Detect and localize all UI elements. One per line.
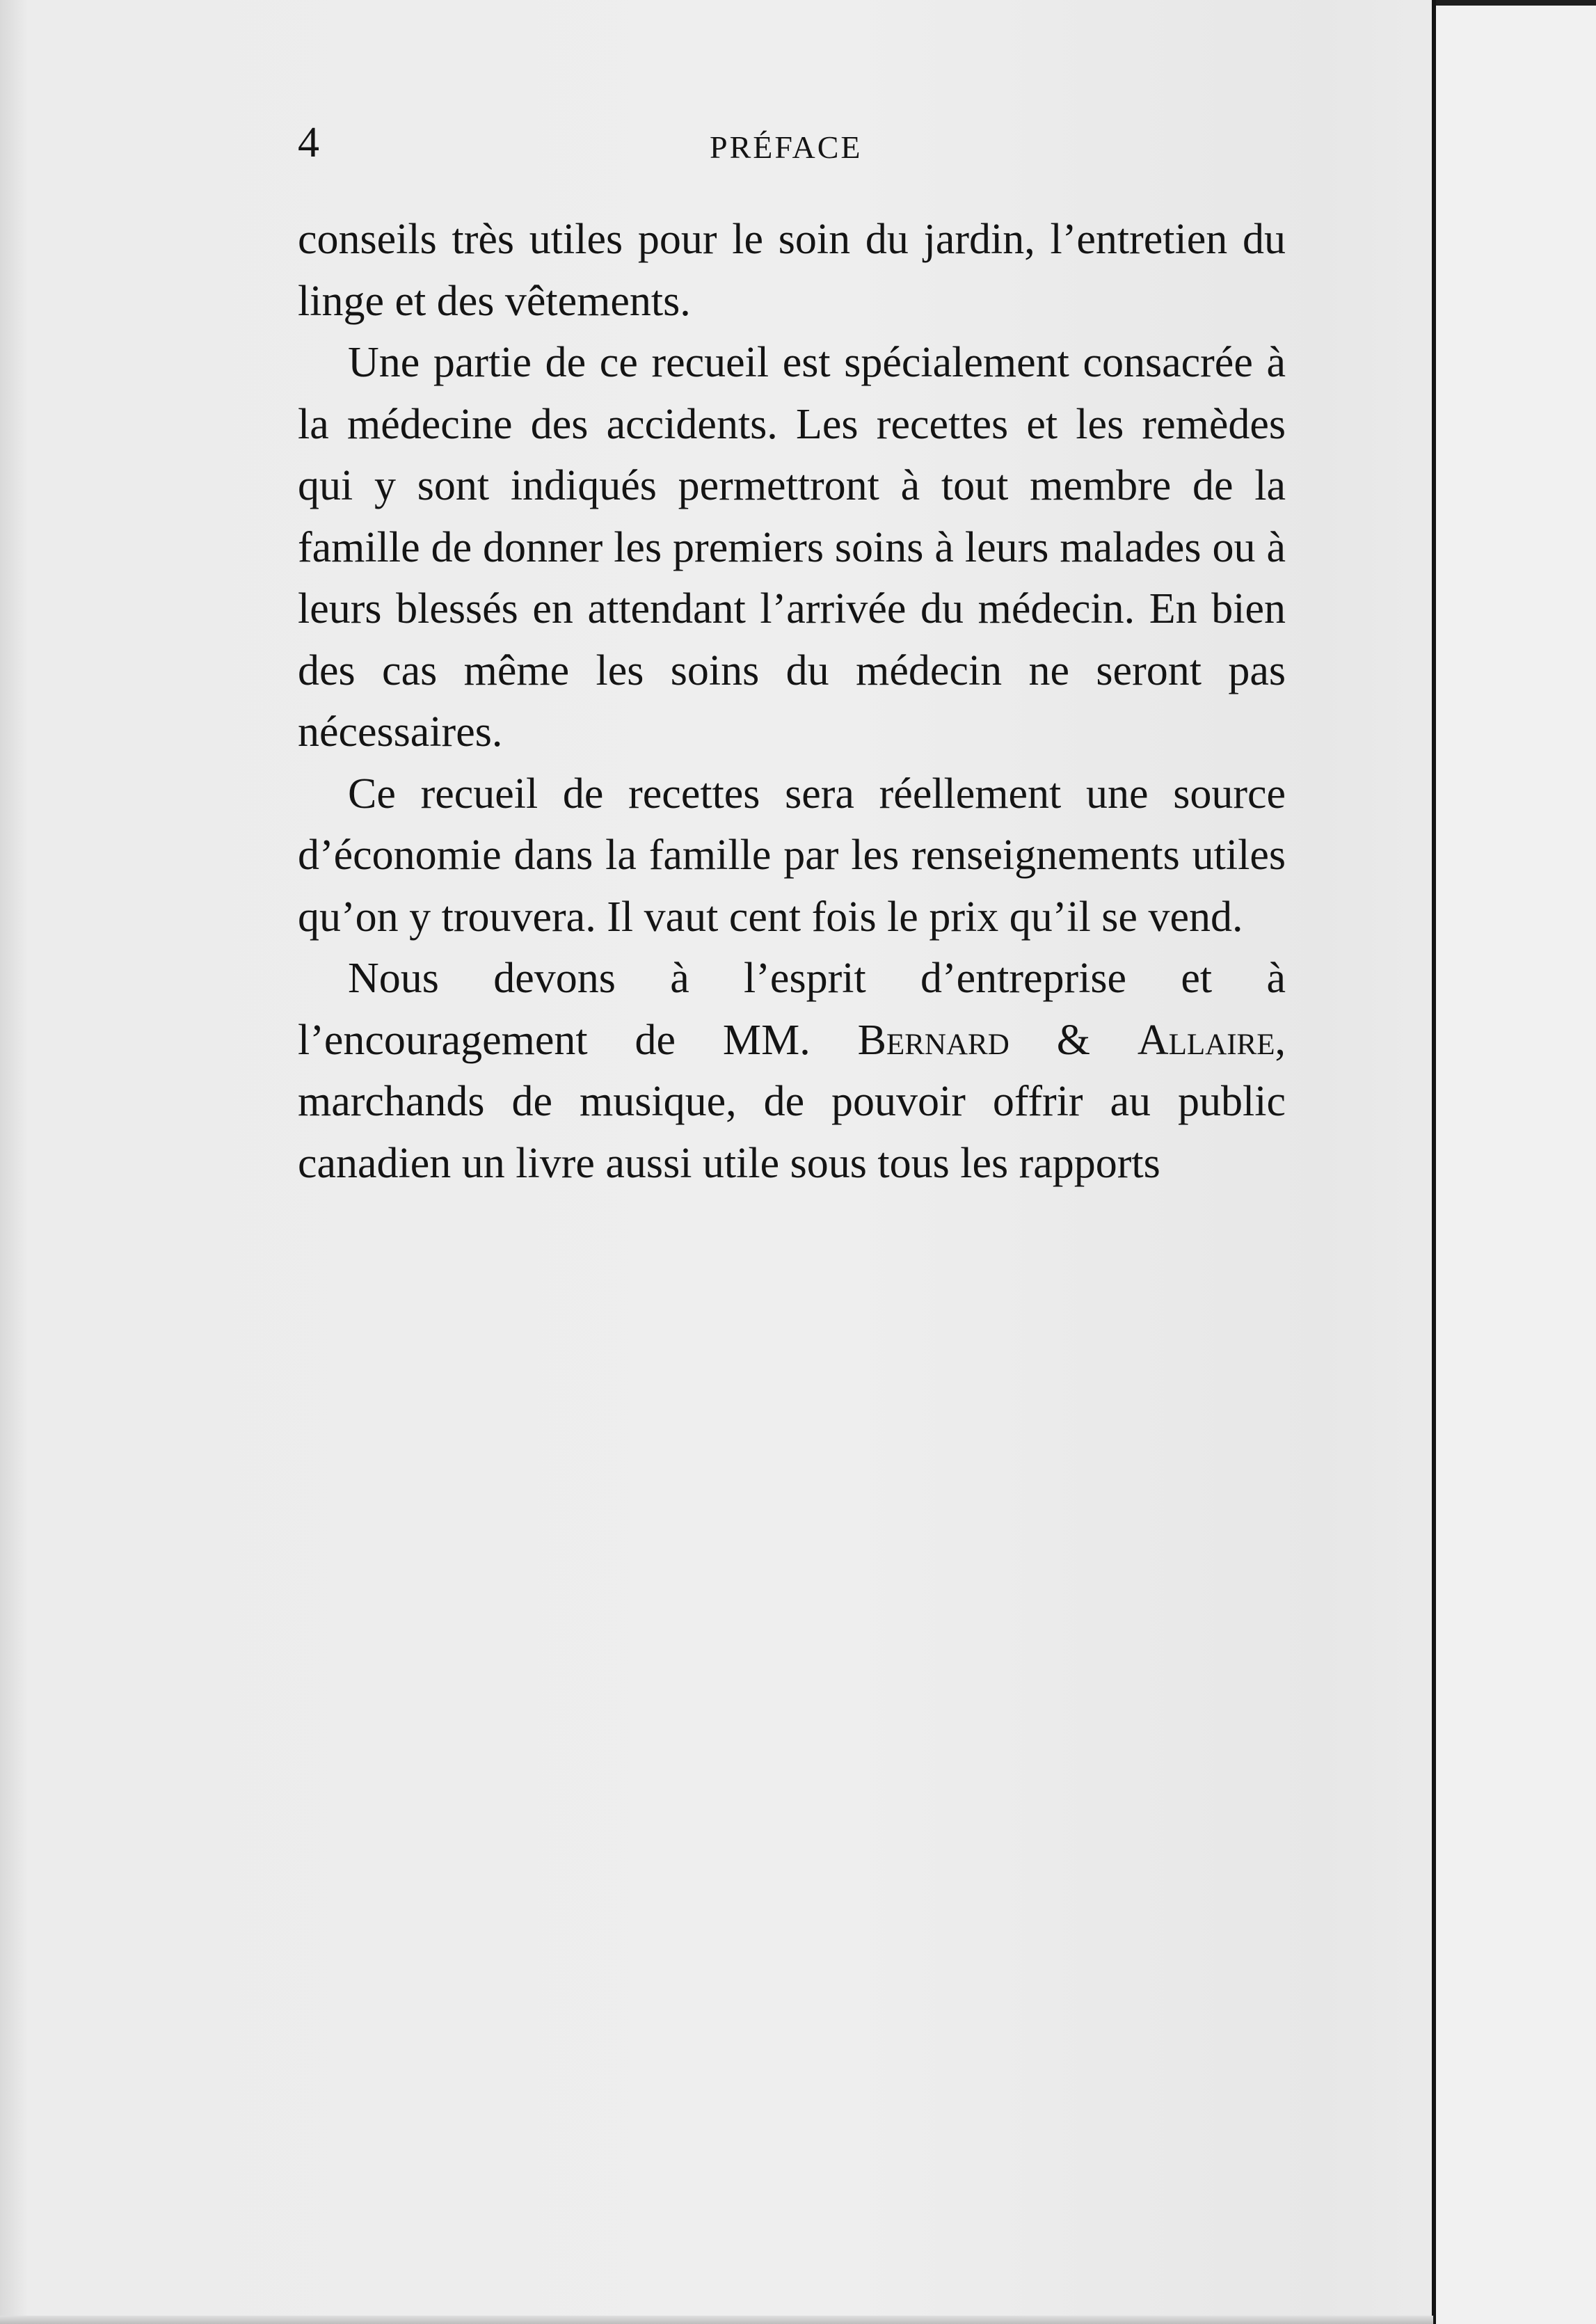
paragraph-1: conseils très utiles pour le soin du jardin, l’entretien du linge et des vêtements. — [298, 216, 1286, 325]
adjacent-page-margin — [1436, 0, 1596, 2324]
paragraph-3: Ce recueil de recettes sera réellement une source d’économie dans la famille par les renseignements utiles qu’on y trouvera. Il vaut cent fois le prix qu’il se vend. — [298, 770, 1286, 941]
body-text — [298, 209, 1286, 1194]
paragraph-4-text-before: Nous devons à l’esprit d’entreprise et à l’encouragement de MM. — [298, 955, 1286, 1064]
running-head: PRÉFACE — [710, 129, 863, 165]
publisher-name-bernard: Bernard — [857, 1016, 1010, 1064]
paragraph-2: Une partie de ce recueil est spécialement consacrée à la médecine des accidents. Les recettes et les remèdes qui y sont indiqués permettront à tout membre de la famille de donner les premiers soins à leurs malades ou à leurs blessés en attendant l’arrivée du médecin. En bien des cas même les soins du médecin ne seront pas nécessaires. — [298, 339, 1286, 756]
paragraph-4-text-after: , marchands de musique, de pouvoir offrir au public canadien un livre aussi utile sous tous les rapports — [298, 1016, 1286, 1187]
paragraph-4 — [298, 948, 1286, 1194]
page-number: 4 — [298, 119, 319, 166]
bottom-edge-shadow — [0, 2316, 1433, 2324]
page-edge-line — [1432, 0, 1436, 2324]
top-edge-shadow — [1436, 0, 1596, 6]
publisher-ampersand: & — [1009, 1016, 1138, 1064]
publisher-name-allaire: Allaire — [1137, 1016, 1275, 1064]
